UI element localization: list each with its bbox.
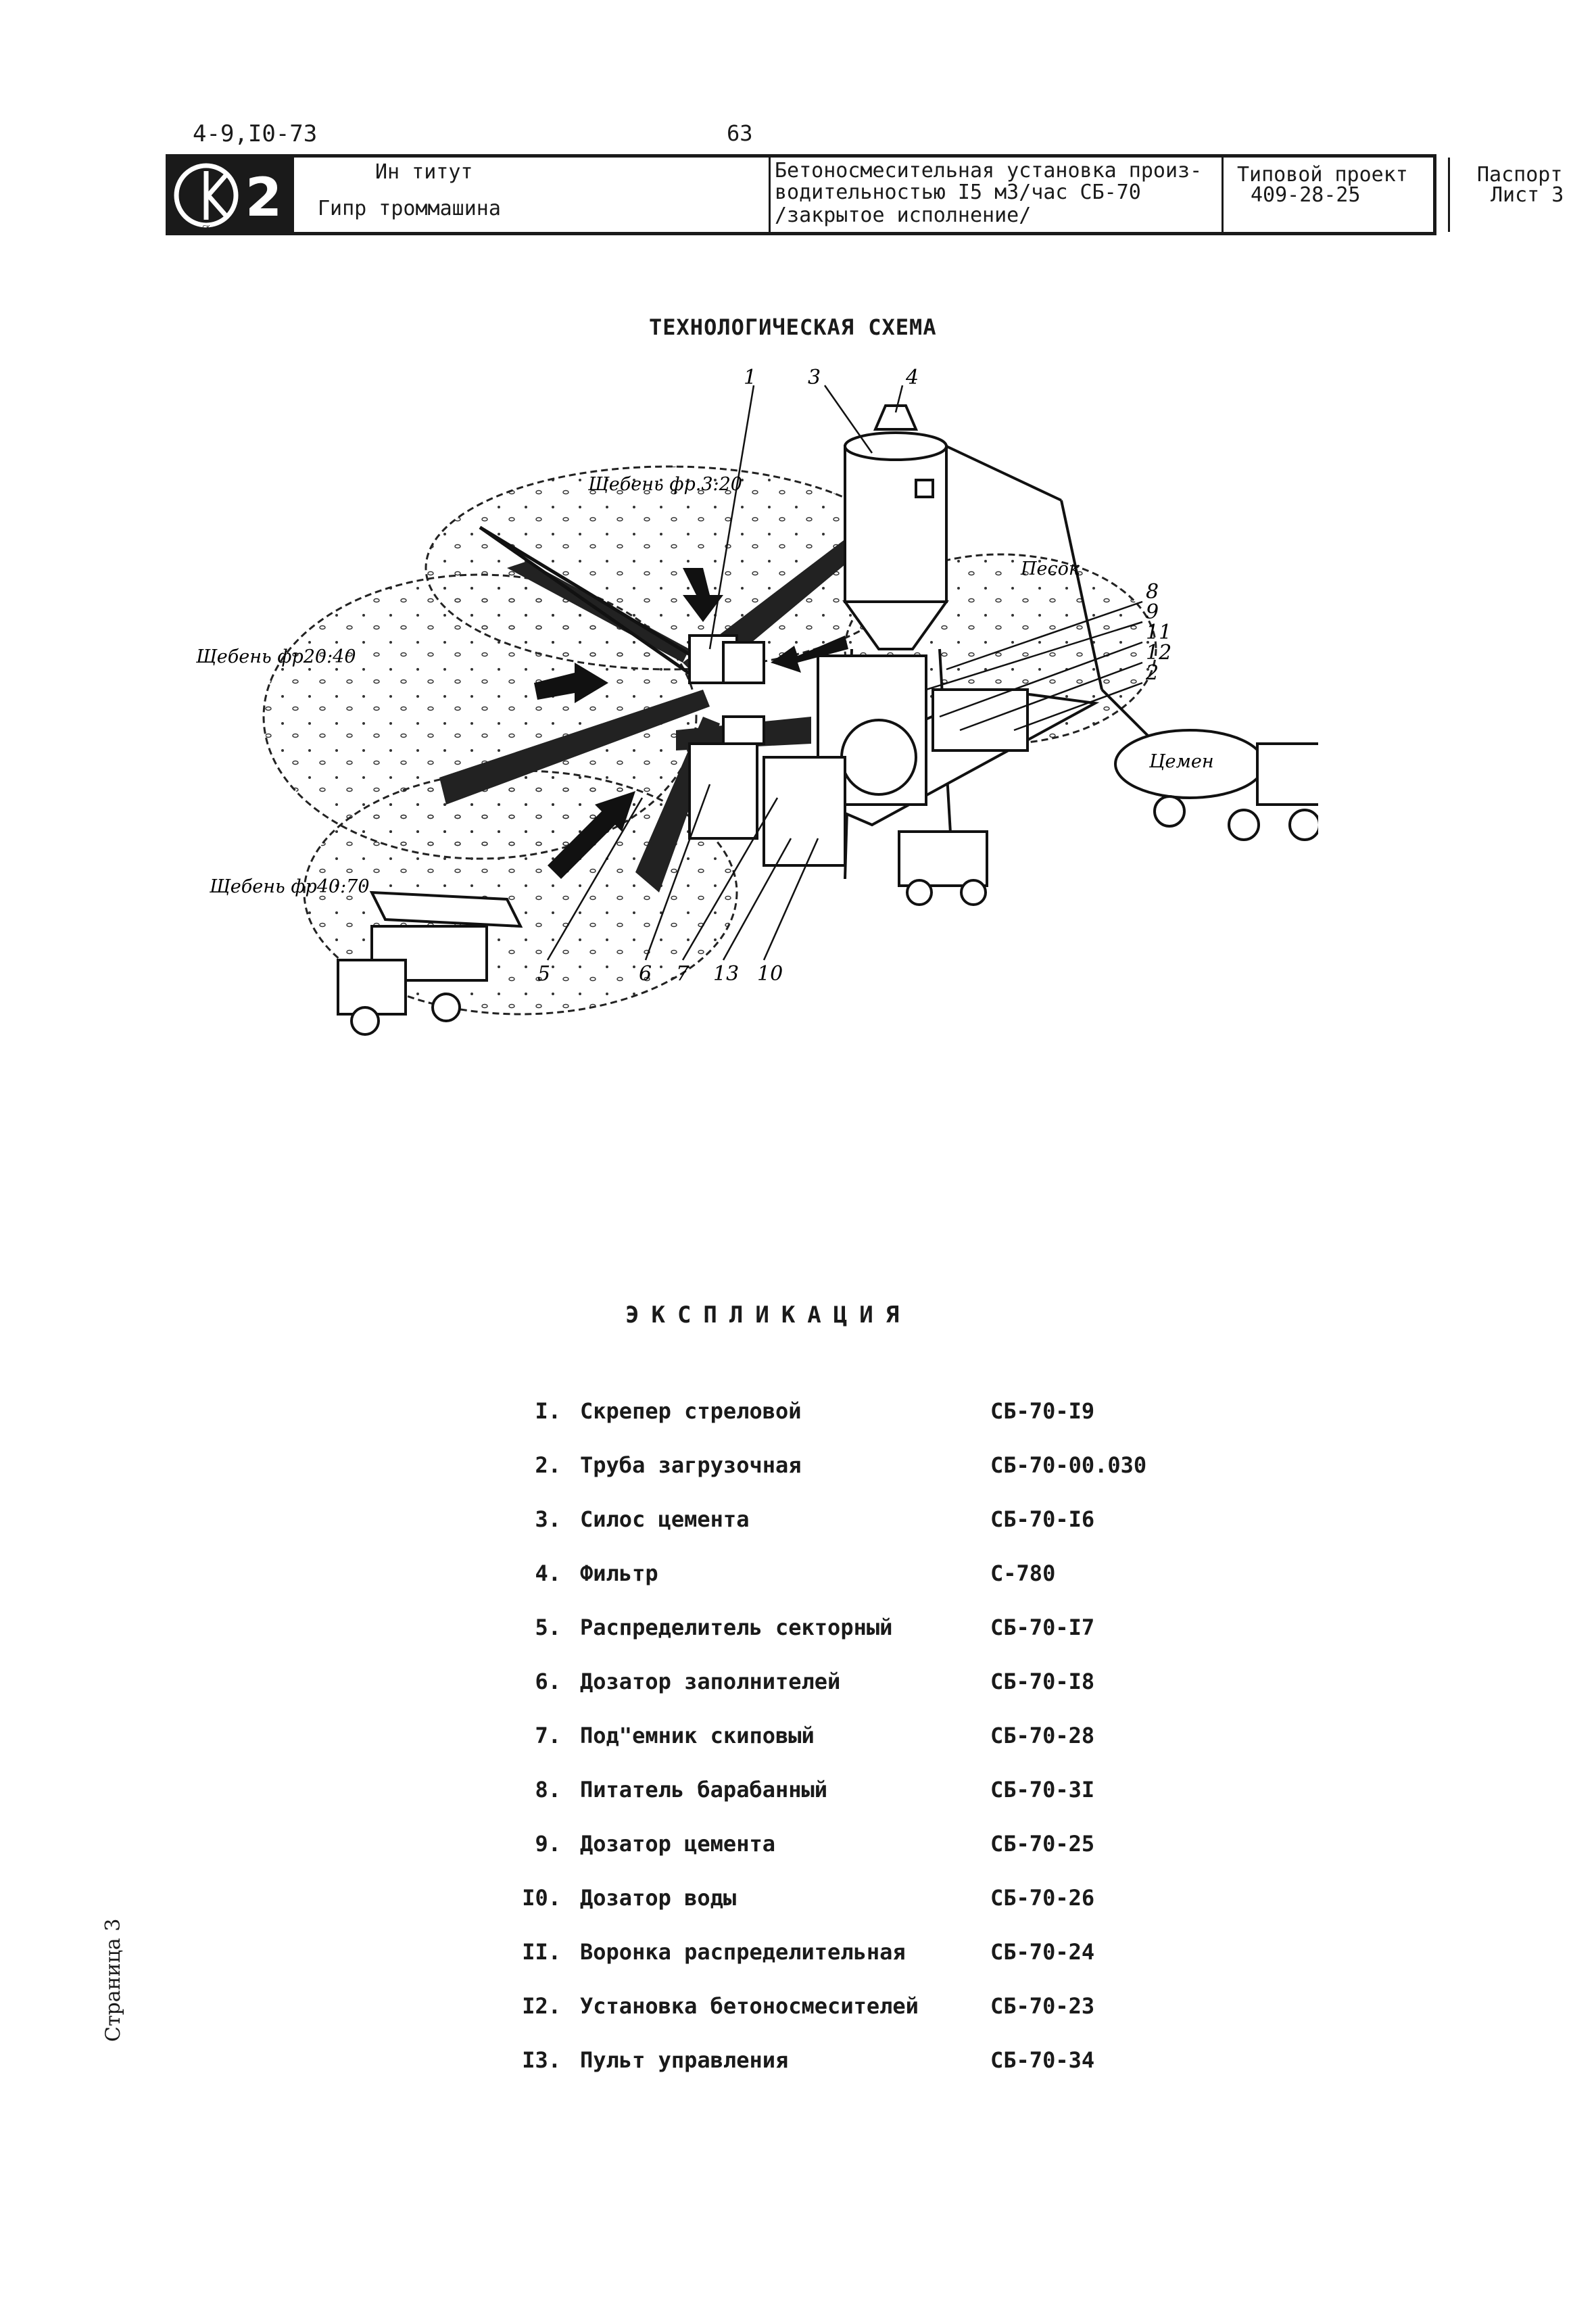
explication-number: I2. <box>522 1993 561 2019</box>
logo-letters: СК <box>202 224 210 231</box>
explication-row <box>473 1723 1352 1757</box>
explication-number: II. <box>522 1939 561 1965</box>
name-line1: Бетоносмесительная установка произ- <box>775 159 1203 183</box>
explication-name: Установка бетоносмесителей <box>580 1993 919 2019</box>
explication-code: СБ-70-26 <box>990 1885 1095 1911</box>
callout-9: 9 <box>1146 600 1159 624</box>
passport-line2: Лист 3 <box>1491 183 1564 207</box>
logo-cell <box>169 158 294 232</box>
explication-code: СБ-70-23 <box>990 1993 1095 2019</box>
explication-name: Фильтр <box>580 1560 658 1586</box>
explication-number: 2. <box>535 1452 561 1478</box>
side-page-label: Страница 3 <box>101 1918 125 2042</box>
explication-row <box>473 1993 1352 2027</box>
explication-row <box>473 1398 1352 1432</box>
callout-12: 12 <box>1146 641 1172 665</box>
callout-11: 11 <box>1146 621 1172 644</box>
explication-name: Под"емник скиповый <box>580 1723 815 1748</box>
passport-cell <box>1450 158 1596 232</box>
explication-row <box>473 1777 1352 1811</box>
explication-code: СБ-70-25 <box>990 1831 1095 1857</box>
explication-number: 8. <box>535 1777 561 1803</box>
label-gravel-40-70: Щебень фр40:70 <box>210 876 370 897</box>
callout-3: 3 <box>808 366 821 389</box>
explication-title: ЭКСПЛИКАЦИЯ <box>625 1302 912 1329</box>
label-gravel-20-40: Щебень фр20:40 <box>196 646 356 667</box>
explication-row <box>473 1885 1352 1919</box>
explication-name: Скрепер стреловой <box>580 1398 802 1424</box>
logo-number: 2 <box>245 168 283 229</box>
explication-name: Питатель барабанный <box>580 1777 828 1803</box>
explication-number: 6. <box>535 1669 561 1694</box>
institute-line2: Гипр троммашина <box>318 197 501 220</box>
passport-line1: Паспорт <box>1477 163 1563 187</box>
explication-row <box>473 1506 1352 1540</box>
callout-5: 5 <box>537 962 551 986</box>
explication-number: I3. <box>522 2047 561 2073</box>
callout-10: 10 <box>757 962 783 986</box>
explication-name: Силос цемента <box>580 1506 750 1532</box>
logo-icon <box>169 158 291 233</box>
institute-line1: Ин титут <box>375 160 473 184</box>
name-line3: /закрытое исполнение/ <box>775 204 1032 227</box>
institute-cell <box>294 158 771 232</box>
callout-2: 2 <box>1146 661 1159 685</box>
scraper-head <box>690 636 764 683</box>
name-cell <box>771 158 1224 232</box>
explication-code: СБ-70-3I <box>990 1777 1095 1803</box>
scheme-title: ТЕХНОЛОГИЧЕСКАЯ СХЕМА <box>649 314 937 340</box>
explication-number: 4. <box>535 1560 561 1586</box>
explication-row <box>473 1615 1352 1648</box>
explication-row <box>473 1560 1352 1594</box>
callout-13: 13 <box>713 962 740 986</box>
project-line1: Типовой проект <box>1237 163 1408 187</box>
cement-tanker <box>1115 730 1318 840</box>
page-number: 63 <box>727 120 753 146</box>
truck-under-platform <box>899 832 987 905</box>
explication-row <box>473 2047 1352 2081</box>
explication-code: СБ-70-28 <box>990 1723 1095 1748</box>
explication-row <box>473 1939 1352 1973</box>
explication-row <box>473 1669 1352 1702</box>
explication-number: 5. <box>535 1615 561 1640</box>
callout-6: 6 <box>639 962 652 986</box>
explication-name: Воронка распределительная <box>580 1939 906 1965</box>
explication-number: I0. <box>522 1885 561 1911</box>
explication-name: Дозатор цемента <box>580 1831 775 1857</box>
explication-name: Труба загрузочная <box>580 1452 802 1478</box>
explication-name: Пульт управления <box>580 2047 789 2073</box>
explication-row <box>473 1831 1352 1865</box>
label-cement: Цемен <box>1149 751 1214 772</box>
explication-code: СБ-70-I8 <box>990 1669 1095 1694</box>
explication-code: СБ-70-24 <box>990 1939 1095 1965</box>
technological-scheme-drawing <box>169 365 1318 1055</box>
document-code: 4-9,I0-73 <box>193 120 318 147</box>
explication-number: I. <box>535 1398 561 1424</box>
explication-code: СБ-70-I9 <box>990 1398 1095 1424</box>
explication-name: Распределитель секторный <box>580 1615 893 1640</box>
explication-number: 3. <box>535 1506 561 1532</box>
explication-code: СБ-70-34 <box>990 2047 1095 2073</box>
explication-name: Дозатор заполнителей <box>580 1669 841 1694</box>
explication-row <box>473 1452 1352 1486</box>
callout-1: 1 <box>744 366 757 389</box>
project-line2: 409-28-25 <box>1251 183 1361 207</box>
project-cell <box>1224 158 1450 232</box>
explication-code: СБ-70-I6 <box>990 1506 1095 1532</box>
callout-4: 4 <box>906 366 919 389</box>
explication-name: Дозатор воды <box>580 1885 737 1911</box>
label-sand: Песок <box>1021 558 1080 579</box>
explication-code: СБ-70-I7 <box>990 1615 1095 1640</box>
title-block <box>166 154 1564 235</box>
explication-code: С-780 <box>990 1560 1056 1586</box>
explication-code: СБ-70-00.030 <box>990 1452 1147 1478</box>
name-line2: водительностью I5 м3/час СБ-70 <box>775 181 1141 204</box>
callout-8: 8 <box>1146 580 1159 604</box>
callout-7: 7 <box>676 962 690 986</box>
explication-number: 7. <box>535 1723 561 1748</box>
explication-number: 9. <box>535 1831 561 1857</box>
label-gravel-3-20: Щебень фр.3:20 <box>588 474 742 495</box>
